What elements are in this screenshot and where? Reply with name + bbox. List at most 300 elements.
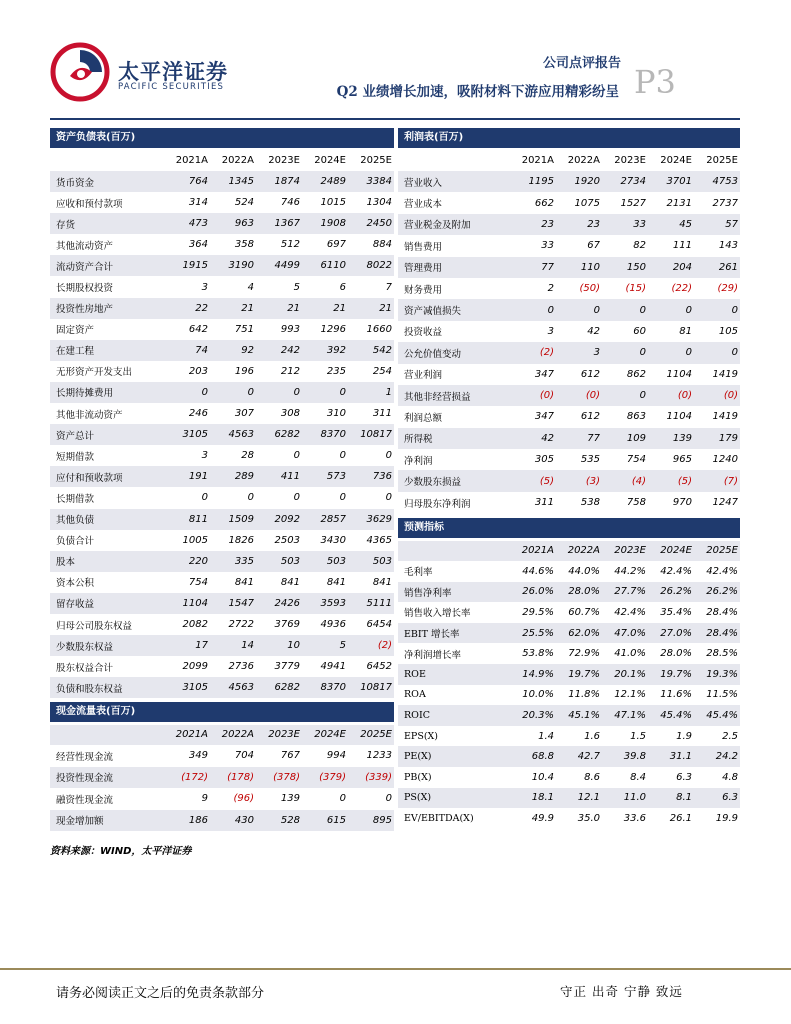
value-cell: 47.1% xyxy=(614,709,646,721)
value-cell: 42 xyxy=(541,432,554,444)
balance-sheet-title: 资产负债表(百万) xyxy=(50,128,394,148)
row-label: 其他负债 xyxy=(56,515,95,527)
row-label: ROE xyxy=(404,668,426,680)
value-cell: 3701 xyxy=(666,176,692,188)
value-cell: 196 xyxy=(234,365,254,377)
value-cell: 2099 xyxy=(182,661,208,673)
value-cell: 841 xyxy=(372,576,392,588)
value-cell: 21 xyxy=(287,302,300,314)
value-cell: 92 xyxy=(241,344,254,356)
table-row xyxy=(398,643,740,664)
value-cell: 25.5% xyxy=(522,627,554,639)
table-row xyxy=(398,171,740,192)
table-row xyxy=(398,321,740,342)
row-label: 少数股东损益 xyxy=(404,477,462,489)
value-cell: 1104 xyxy=(666,411,692,423)
table-row xyxy=(50,276,394,297)
table-row xyxy=(398,664,740,685)
value-cell: 0 xyxy=(639,390,646,402)
value-cell: 1015 xyxy=(320,197,346,209)
row-label: 固定资产 xyxy=(56,325,95,337)
source-note: 资料来源：WIND，太平洋证券 xyxy=(50,846,192,857)
cash-flow-title: 现金流量表(百万) xyxy=(50,702,394,722)
income-statement-table xyxy=(398,128,740,513)
value-cell: 349 xyxy=(188,750,208,762)
value-cell: 0 xyxy=(201,386,208,398)
value-cell: 3384 xyxy=(366,176,392,188)
value-cell: 2857 xyxy=(320,513,346,525)
value-cell: 39.8 xyxy=(623,751,646,763)
row-label: EBIT 增长率 xyxy=(404,629,460,641)
row-label: 股东权益合计 xyxy=(56,662,114,674)
value-cell: 311 xyxy=(534,497,554,509)
value-cell: 4499 xyxy=(274,260,300,272)
row-label: 投资性房地产 xyxy=(56,304,114,316)
value-cell: 0 xyxy=(339,386,346,398)
table-row xyxy=(50,340,394,361)
value-cell: 45.1% xyxy=(568,709,600,721)
table-row xyxy=(50,171,394,192)
header-label-cell xyxy=(50,151,164,171)
value-cell: 0 xyxy=(685,304,692,316)
value-cell: (379) xyxy=(319,771,346,783)
brand-name-cn: 太平洋证券 xyxy=(118,60,228,84)
value-cell: 2 xyxy=(547,283,554,295)
column-header: 2022A xyxy=(221,729,254,740)
value-cell: 77 xyxy=(587,432,600,444)
column-header: 2022A xyxy=(567,545,600,556)
value-cell: (96) xyxy=(233,793,254,805)
value-cell: 1419 xyxy=(712,411,738,423)
value-cell: 8.1 xyxy=(676,792,692,804)
row-label: PB(X) xyxy=(404,771,432,783)
value-cell: (339) xyxy=(365,771,392,783)
value-cell: 1075 xyxy=(574,197,600,209)
value-cell: 45.4% xyxy=(706,709,738,721)
value-cell: 3629 xyxy=(366,513,392,525)
value-cell: 21 xyxy=(333,302,346,314)
value-cell: 6.3 xyxy=(676,771,692,783)
value-cell: (0) xyxy=(539,390,554,402)
value-cell: 1908 xyxy=(320,218,346,230)
value-cell: 28.0% xyxy=(660,648,692,660)
value-cell: 246 xyxy=(188,408,208,420)
table-row xyxy=(50,255,394,276)
value-cell: 10 xyxy=(287,640,300,652)
income-statement-title: 利润表(百万) xyxy=(398,128,740,148)
value-cell: 754 xyxy=(626,454,646,466)
value-cell: 7 xyxy=(385,281,392,293)
value-cell: 503 xyxy=(326,555,346,567)
value-cell: 1915 xyxy=(182,260,208,272)
value-cell: 42.4% xyxy=(614,606,646,618)
table-row xyxy=(50,530,394,551)
value-cell: 23 xyxy=(541,218,554,230)
value-cell: 20.3% xyxy=(522,709,554,721)
row-label: 归母股东净利润 xyxy=(404,498,471,510)
row-label: 其他非经营损益 xyxy=(404,391,471,403)
value-cell: 335 xyxy=(234,555,254,567)
value-cell: 12.1 xyxy=(577,792,600,804)
value-cell: 17 xyxy=(195,640,208,652)
company-logo xyxy=(50,42,110,102)
value-cell: 10.4 xyxy=(531,771,554,783)
table-row xyxy=(398,192,740,213)
value-cell: 20.1% xyxy=(614,668,646,680)
row-label: 利润总额 xyxy=(404,412,443,424)
table-row xyxy=(50,487,394,508)
value-cell: 3 xyxy=(201,450,208,462)
value-cell: 2736 xyxy=(228,661,254,673)
table-row xyxy=(50,319,394,340)
value-cell: 8370 xyxy=(320,429,346,441)
value-cell: (0) xyxy=(723,390,738,402)
value-cell: 4563 xyxy=(228,429,254,441)
value-cell: (50) xyxy=(579,283,600,295)
row-label: 管理费用 xyxy=(404,263,443,275)
table-row xyxy=(50,192,394,213)
value-cell: 3190 xyxy=(228,260,254,272)
value-cell: 6452 xyxy=(366,661,392,673)
header-divider xyxy=(50,118,740,120)
table-row xyxy=(50,745,394,767)
row-label: 净利润 xyxy=(404,455,433,467)
row-label: 现金增加额 xyxy=(56,816,104,828)
value-cell: 305 xyxy=(534,454,554,466)
row-label: 负债和股东权益 xyxy=(56,683,123,695)
value-cell: 970 xyxy=(672,497,692,509)
row-label: ROA xyxy=(404,689,426,701)
table-row xyxy=(398,767,740,788)
value-cell: 764 xyxy=(188,176,208,188)
row-label: 长期股权投资 xyxy=(56,283,114,295)
value-cell: (0) xyxy=(677,390,692,402)
column-header: 2024E xyxy=(660,155,692,166)
value-cell: (178) xyxy=(227,771,254,783)
table-row xyxy=(398,449,740,470)
value-cell: 473 xyxy=(188,218,208,230)
value-cell: 1304 xyxy=(366,197,392,209)
page-number: P3 xyxy=(634,63,676,101)
value-cell: 110 xyxy=(580,261,600,273)
value-cell: 746 xyxy=(280,197,300,209)
value-cell: 1104 xyxy=(666,368,692,380)
value-cell: 0 xyxy=(385,793,392,805)
value-cell: 994 xyxy=(326,750,346,762)
row-label: 营业成本 xyxy=(404,199,443,211)
table-row xyxy=(50,361,394,382)
value-cell: 1195 xyxy=(528,176,554,188)
value-cell: 67 xyxy=(587,240,600,252)
value-cell: 33.6 xyxy=(623,812,646,824)
value-cell: 204 xyxy=(672,261,692,273)
table-row xyxy=(398,746,740,767)
column-header: 2021A xyxy=(175,729,208,740)
row-label: 其他流动资产 xyxy=(56,240,114,252)
row-label: 投资性现金流 xyxy=(56,773,114,785)
row-label: 其他非流动资产 xyxy=(56,409,123,421)
value-cell: 430 xyxy=(234,814,254,826)
footer-divider xyxy=(0,968,791,970)
value-cell: 758 xyxy=(626,497,646,509)
value-cell: 308 xyxy=(280,408,300,420)
row-label: 营业收入 xyxy=(404,177,443,189)
row-label: 应付和预收款项 xyxy=(56,472,123,484)
value-cell: 2489 xyxy=(320,176,346,188)
value-cell: 0 xyxy=(293,386,300,398)
table-row xyxy=(50,767,394,789)
value-cell: 1005 xyxy=(182,534,208,546)
column-header: 2021A xyxy=(521,155,554,166)
value-cell: 1660 xyxy=(366,323,392,335)
value-cell: 220 xyxy=(188,555,208,567)
value-cell: 60 xyxy=(633,325,646,337)
value-cell: 1240 xyxy=(712,454,738,466)
value-cell: 3430 xyxy=(320,534,346,546)
value-cell: 411 xyxy=(280,471,300,483)
table-row xyxy=(50,810,394,832)
value-cell: 111 xyxy=(672,240,692,252)
value-cell: 1345 xyxy=(228,176,254,188)
row-label: 经营性现金流 xyxy=(56,751,114,763)
value-cell: 4936 xyxy=(320,619,346,631)
value-cell: 45.4% xyxy=(660,709,692,721)
value-cell: 41.0% xyxy=(614,648,646,660)
value-cell: 642 xyxy=(188,323,208,335)
value-cell: 44.0% xyxy=(568,565,600,577)
value-cell: 0 xyxy=(339,450,346,462)
value-cell: 0 xyxy=(639,304,646,316)
table-row xyxy=(50,466,394,487)
value-cell: 0 xyxy=(247,386,254,398)
row-label: 资产减值损失 xyxy=(404,306,462,318)
value-cell: 29.5% xyxy=(522,606,554,618)
row-label: 归母公司股东权益 xyxy=(56,620,133,632)
value-cell: 1 xyxy=(385,386,392,398)
column-header: 2025E xyxy=(360,729,392,740)
row-label: 流动资产合计 xyxy=(56,261,114,273)
value-cell: 10817 xyxy=(360,429,392,441)
row-label: 留存收益 xyxy=(56,599,95,611)
value-cell: 11.8% xyxy=(568,689,600,701)
value-cell: 4 xyxy=(247,281,254,293)
value-cell: 105 xyxy=(718,325,738,337)
value-cell: 6282 xyxy=(274,682,300,694)
table-row xyxy=(50,298,394,319)
company-slogan: 守正 出奇 宁静 致远 xyxy=(560,984,683,999)
value-cell: 736 xyxy=(372,471,392,483)
value-cell: 42.4% xyxy=(660,565,692,577)
value-cell: 21 xyxy=(241,302,254,314)
value-cell: (3) xyxy=(585,475,600,487)
value-cell: 3769 xyxy=(274,619,300,631)
value-cell: 179 xyxy=(718,432,738,444)
cash-flow-body xyxy=(50,745,394,831)
value-cell: 2734 xyxy=(620,176,646,188)
table-row xyxy=(50,213,394,234)
row-label: 负债合计 xyxy=(56,536,95,548)
value-cell: 884 xyxy=(372,239,392,251)
table-row xyxy=(398,257,740,278)
value-cell: 754 xyxy=(188,576,208,588)
value-cell: 347 xyxy=(534,368,554,380)
table-row xyxy=(398,278,740,299)
table-row xyxy=(398,299,740,320)
column-header: 2024E xyxy=(660,545,692,556)
value-cell: 314 xyxy=(188,197,208,209)
value-cell: 12.1% xyxy=(614,689,646,701)
value-cell: 1874 xyxy=(274,176,300,188)
table-row xyxy=(50,382,394,403)
value-cell: 28.5% xyxy=(706,648,738,660)
value-cell: 573 xyxy=(326,471,346,483)
value-cell: 42.7 xyxy=(577,751,600,763)
value-cell: 0 xyxy=(293,492,300,504)
table-row xyxy=(398,470,740,491)
value-cell: 0 xyxy=(731,347,738,359)
value-cell: 6110 xyxy=(320,260,346,272)
value-cell: 524 xyxy=(234,197,254,209)
row-label: 无形资产开发支出 xyxy=(56,367,133,379)
value-cell: 5111 xyxy=(366,597,392,609)
value-cell: 0 xyxy=(339,492,346,504)
forecast-indicators-table xyxy=(398,518,740,829)
value-cell: 23 xyxy=(587,218,600,230)
balance-sheet-header xyxy=(50,151,394,171)
value-cell: 0 xyxy=(339,793,346,805)
value-cell: 19.9 xyxy=(715,812,738,824)
value-cell: 0 xyxy=(293,450,300,462)
value-cell: (4) xyxy=(631,475,646,487)
value-cell: 33 xyxy=(541,240,554,252)
value-cell: 27.0% xyxy=(660,627,692,639)
table-row xyxy=(398,428,740,449)
value-cell: 2.5 xyxy=(722,730,738,742)
value-cell: 767 xyxy=(280,750,300,762)
forecast-indicators-body xyxy=(398,561,740,829)
value-cell: (15) xyxy=(625,283,646,295)
table-row xyxy=(398,492,740,513)
column-header: 2021A xyxy=(175,155,208,166)
value-cell: 8.4 xyxy=(630,771,646,783)
value-cell: 22 xyxy=(195,302,208,314)
value-cell: 31.1 xyxy=(669,751,692,763)
value-cell: (29) xyxy=(717,283,738,295)
value-cell: (2) xyxy=(539,347,554,359)
value-cell: 4.8 xyxy=(722,771,738,783)
column-header: 2023E xyxy=(268,729,300,740)
table-row xyxy=(398,705,740,726)
column-header: 2025E xyxy=(706,545,738,556)
table-row xyxy=(50,234,394,255)
table-row xyxy=(398,561,740,582)
value-cell: 4365 xyxy=(366,534,392,546)
value-cell: 347 xyxy=(534,411,554,423)
value-cell: 77 xyxy=(541,261,554,273)
value-cell: 45 xyxy=(679,218,692,230)
value-cell: 8022 xyxy=(366,260,392,272)
column-header: 2022A xyxy=(221,155,254,166)
column-header: 2023E xyxy=(614,545,646,556)
row-label: EV/EBITDA(X) xyxy=(404,812,474,824)
value-cell: 2092 xyxy=(274,513,300,525)
value-cell: 6.3 xyxy=(722,792,738,804)
value-cell: 4941 xyxy=(320,661,346,673)
value-cell: 1920 xyxy=(574,176,600,188)
row-label: EPS(X) xyxy=(404,730,439,742)
table-row xyxy=(398,364,740,385)
value-cell: 191 xyxy=(188,471,208,483)
value-cell: 261 xyxy=(718,261,738,273)
table-row xyxy=(398,214,740,235)
value-cell: 0 xyxy=(639,347,646,359)
value-cell: 289 xyxy=(234,471,254,483)
value-cell: 2737 xyxy=(712,197,738,209)
row-label: 销售收入增长率 xyxy=(404,608,471,620)
value-cell: 542 xyxy=(372,344,392,356)
value-cell: 143 xyxy=(718,240,738,252)
row-label: 短期借款 xyxy=(56,451,95,463)
value-cell: 358 xyxy=(234,239,254,251)
table-row xyxy=(398,582,740,603)
value-cell: 307 xyxy=(234,408,254,420)
value-cell: 26.0% xyxy=(522,586,554,598)
cash-flow-table xyxy=(50,702,394,831)
value-cell: 11.6% xyxy=(660,689,692,701)
value-cell: 0 xyxy=(385,450,392,462)
value-cell: 841 xyxy=(234,576,254,588)
value-cell: 1.4 xyxy=(538,730,554,742)
value-cell: 44.2% xyxy=(614,565,646,577)
value-cell: 57 xyxy=(725,218,738,230)
row-label: 少数股东权益 xyxy=(56,641,114,653)
value-cell: 1.6 xyxy=(584,730,600,742)
value-cell: 4753 xyxy=(712,176,738,188)
value-cell: 1104 xyxy=(182,597,208,609)
value-cell: 2503 xyxy=(274,534,300,546)
value-cell: 3 xyxy=(547,325,554,337)
value-cell: 3105 xyxy=(182,682,208,694)
value-cell: 26.2% xyxy=(706,586,738,598)
value-cell: 60.7% xyxy=(568,606,600,618)
table-row xyxy=(398,623,740,644)
value-cell: 254 xyxy=(372,365,392,377)
row-label: 毛利率 xyxy=(404,567,433,579)
table-row xyxy=(50,593,394,614)
value-cell: 5 xyxy=(339,640,346,652)
column-header: 2021A xyxy=(521,545,554,556)
value-cell: 1826 xyxy=(228,534,254,546)
value-cell: 21 xyxy=(379,302,392,314)
value-cell: 862 xyxy=(626,368,646,380)
value-cell: 14 xyxy=(241,640,254,652)
value-cell: 235 xyxy=(326,365,346,377)
value-cell: 203 xyxy=(188,365,208,377)
value-cell: 53.8% xyxy=(522,648,554,660)
value-cell: 81 xyxy=(679,325,692,337)
value-cell: 26.2% xyxy=(660,586,692,598)
table-row xyxy=(50,788,394,810)
value-cell: 697 xyxy=(326,239,346,251)
row-label: PS(X) xyxy=(404,792,432,804)
row-label: 销售费用 xyxy=(404,241,443,253)
value-cell: 311 xyxy=(372,408,392,420)
value-cell: 139 xyxy=(672,432,692,444)
value-cell: 28 xyxy=(241,450,254,462)
column-header: 2025E xyxy=(360,155,392,166)
brand-name-en: PACIFIC SECURITIES xyxy=(118,82,225,92)
value-cell: 24.2 xyxy=(715,751,738,763)
